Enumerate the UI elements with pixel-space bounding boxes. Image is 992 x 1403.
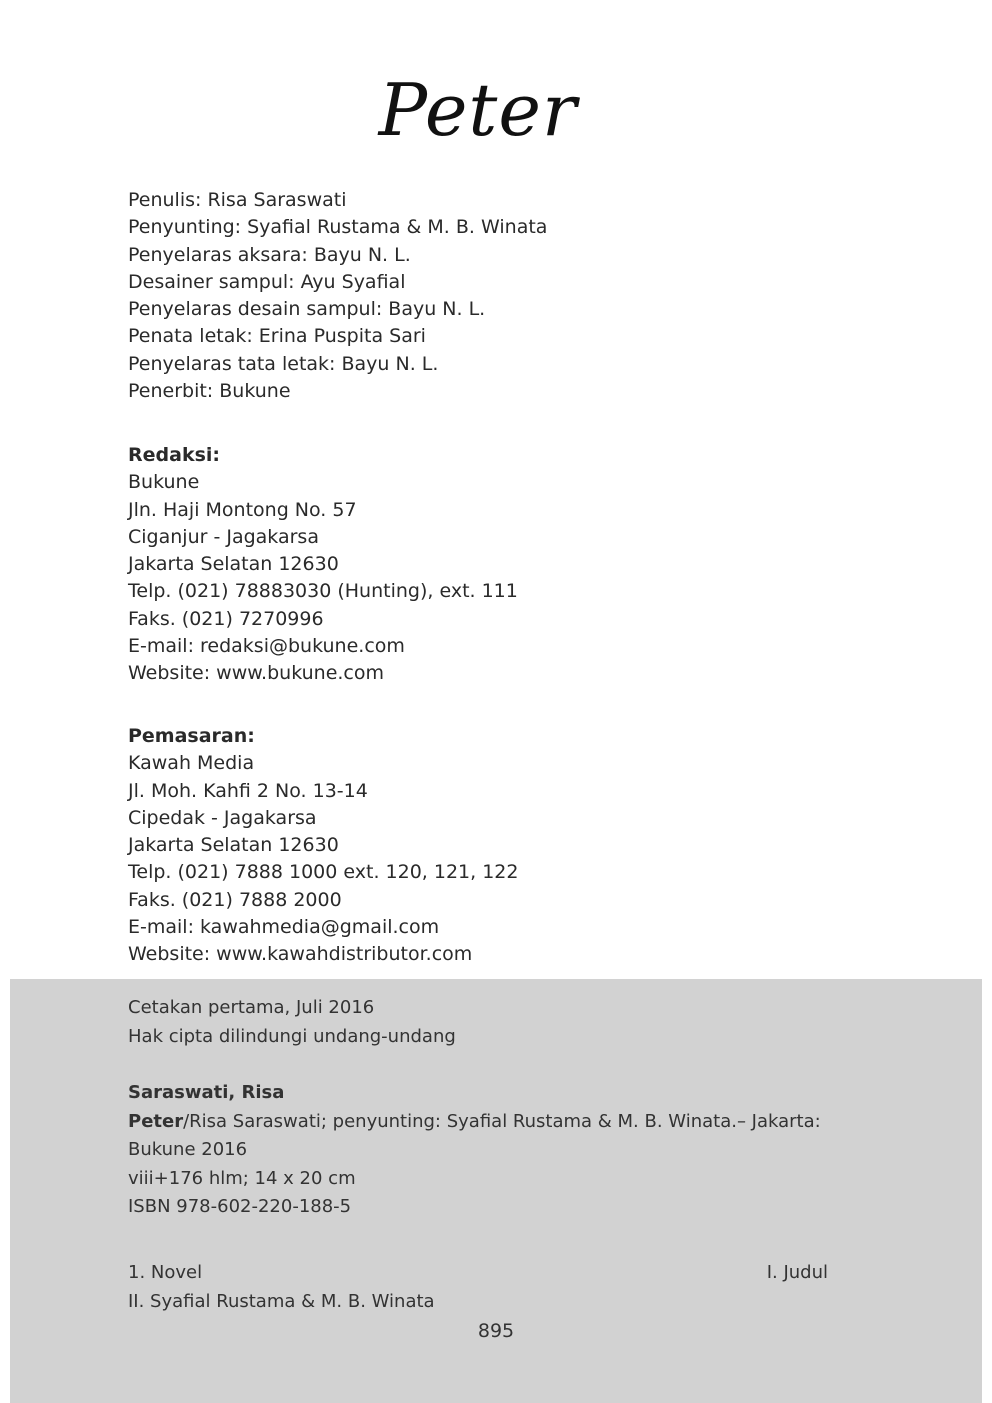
credits-list [128,187,547,405]
book-title: Peter [378,68,578,152]
catalog-book-title: Peter [128,1110,184,1132]
redaksi-line: Bukune [128,471,200,494]
redaksi-heading: Redaksi: [128,444,220,466]
pemasaran-fax: Faks. (021) 7888 2000 [128,888,342,911]
catalog-entry [128,1079,821,1222]
copyright-line: Hak cipta dilindungi undang-undang [128,1025,456,1047]
redaksi-phone: Telp. (021) 78883030 (Hunting), ext. 111 [128,580,518,603]
edition-info [128,994,456,1051]
catalog-description [128,1108,821,1137]
credit-proofreader: Penyelaras aksara: Bayu N. L. [128,243,411,266]
pemasaran-line: Jl. Moh. Kahfi 2 No. 13-14 [128,779,368,802]
credit-layout-reviewer: Penyelaras tata letak: Bayu N. L. [128,352,439,375]
catalog-pages: viii+176 hlm; 14 x 20 cm [128,1167,356,1189]
page-number: 895 [477,1320,515,1342]
pemasaran-phone: Telp. (021) 7888 1000 ext. 120, 121, 122 [128,861,519,884]
pemasaran-line: Cipedak - Jagakarsa [128,806,317,829]
redaksi-line: Jakarta Selatan 12630 [128,553,339,576]
pemasaran-line: Jakarta Selatan 12630 [128,834,339,857]
credit-layout: Penata letak: Erina Puspita Sari [128,325,426,348]
redaksi-email: E-mail: redaksi@bukune.com [128,635,405,658]
catalog-author: Saraswati, Risa [128,1082,285,1103]
pemasaran-line: Kawah Media [128,752,255,775]
redaksi-line: Ciganjur - Jagakarsa [128,525,319,548]
pemasaran-section [128,723,518,969]
credit-publisher: Penerbit: Bukune [128,380,291,403]
credit-author: Penulis: Risa Saraswati [128,189,347,211]
redaksi-website: Website: www.bukune.com [128,662,385,685]
catalog-isbn: ISBN 978-602-220-188-5 [128,1196,352,1217]
pemasaran-website: Website: www.kawahdistributor.com [128,943,473,966]
redaksi-line: Jln. Haji Montong No. 57 [128,498,357,521]
credit-cover-designer: Desainer sampul: Ayu Syafial [128,270,406,293]
catalog-description-text: /Risa Saraswati; penyunting: Syafial Rustama & M. B. Winata.– Jakarta: [183,1110,821,1132]
classification-item-novel: 1. Novel [128,1262,203,1283]
credit-cover-design-reviewer: Penyelaras desain sampul: Bayu N. L. [128,298,486,321]
redaksi-section [128,442,518,688]
pemasaran-heading: Pemasaran: [128,725,255,747]
pemasaran-email: E-mail: kawahmedia@gmail.com [128,916,440,939]
credit-editor: Penyunting: Syafial Rustama & M. B. Winata [128,216,548,239]
classification-row [128,1259,828,1288]
classification-item-editors: II. Syafial Rustama & M. B. Winata [128,1290,435,1312]
classification [128,1259,828,1316]
redaksi-fax: Faks. (021) 7270996 [128,607,324,630]
classification-item-title: I. Judul [766,1262,828,1283]
catalog-publisher: Bukune 2016 [128,1139,248,1160]
edition-line: Cetakan pertama, Juli 2016 [128,997,375,1018]
